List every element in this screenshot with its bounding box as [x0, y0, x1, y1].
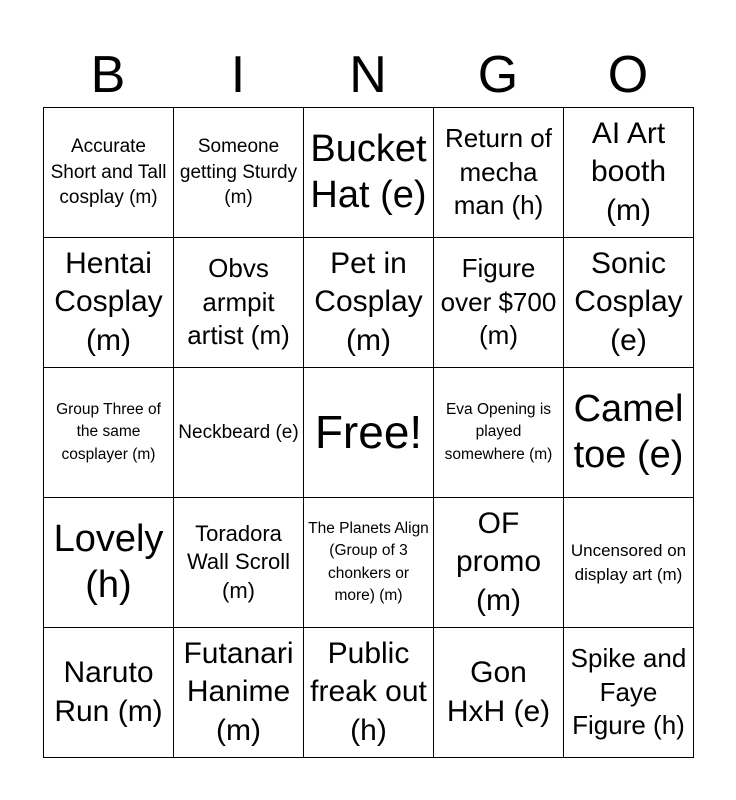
bingo-cell[interactable]: Uncensored on display art (m) [564, 498, 694, 628]
bingo-cell[interactable]: Toradora Wall Scroll (m) [174, 498, 304, 628]
bingo-cell[interactable]: Return of mecha man (h) [434, 108, 564, 238]
bingo-cell[interactable]: Obvs armpit artist (m) [174, 238, 304, 368]
bingo-cell[interactable]: Spike and Faye Figure (h) [564, 628, 694, 758]
bingo-cell[interactable]: Camel toe (e) [564, 368, 694, 498]
free-space-cell[interactable]: Free! [304, 368, 434, 498]
bingo-cell[interactable]: The Planets Align (Group of 3 chonkers or more) (m) [304, 498, 434, 628]
bingo-cell[interactable]: Neckbeard (e) [174, 368, 304, 498]
bingo-cell[interactable]: Sonic Cosplay (e) [564, 238, 694, 368]
header-letter-g: G [477, 46, 519, 104]
bingo-cell[interactable]: Lovely (h) [44, 498, 174, 628]
bingo-cell[interactable]: Bucket Hat (e) [304, 108, 434, 238]
header-letter-b: B [90, 46, 126, 104]
bingo-cell[interactable]: AI Art booth (m) [564, 108, 694, 238]
bingo-card-grid [43, 107, 694, 758]
bingo-cell[interactable]: Naruto Run (m) [44, 628, 174, 758]
bingo-cell[interactable]: Hentai Cosplay (m) [44, 238, 174, 368]
bingo-cell[interactable]: Public freak out (h) [304, 628, 434, 758]
bingo-cell[interactable]: Pet in Cosplay (m) [304, 238, 434, 368]
header-letter-i: I [230, 46, 246, 104]
bingo-cell[interactable]: Futanari Hanime (m) [174, 628, 304, 758]
bingo-cell[interactable]: Someone getting Sturdy (m) [174, 108, 304, 238]
bingo-cell[interactable]: Accurate Short and Tall cosplay (m) [44, 108, 174, 238]
header-letter-n: N [349, 46, 387, 104]
bingo-cell[interactable]: Group Three of the same cosplayer (m) [44, 368, 174, 498]
bingo-header [43, 44, 693, 106]
bingo-cell[interactable]: OF promo (m) [434, 498, 564, 628]
bingo-cell[interactable]: Gon HxH (e) [434, 628, 564, 758]
bingo-cell[interactable]: Figure over $700 (m) [434, 238, 564, 368]
bingo-cell[interactable]: Eva Opening is played somewhere (m) [434, 368, 564, 498]
header-letter-o: O [607, 46, 649, 104]
